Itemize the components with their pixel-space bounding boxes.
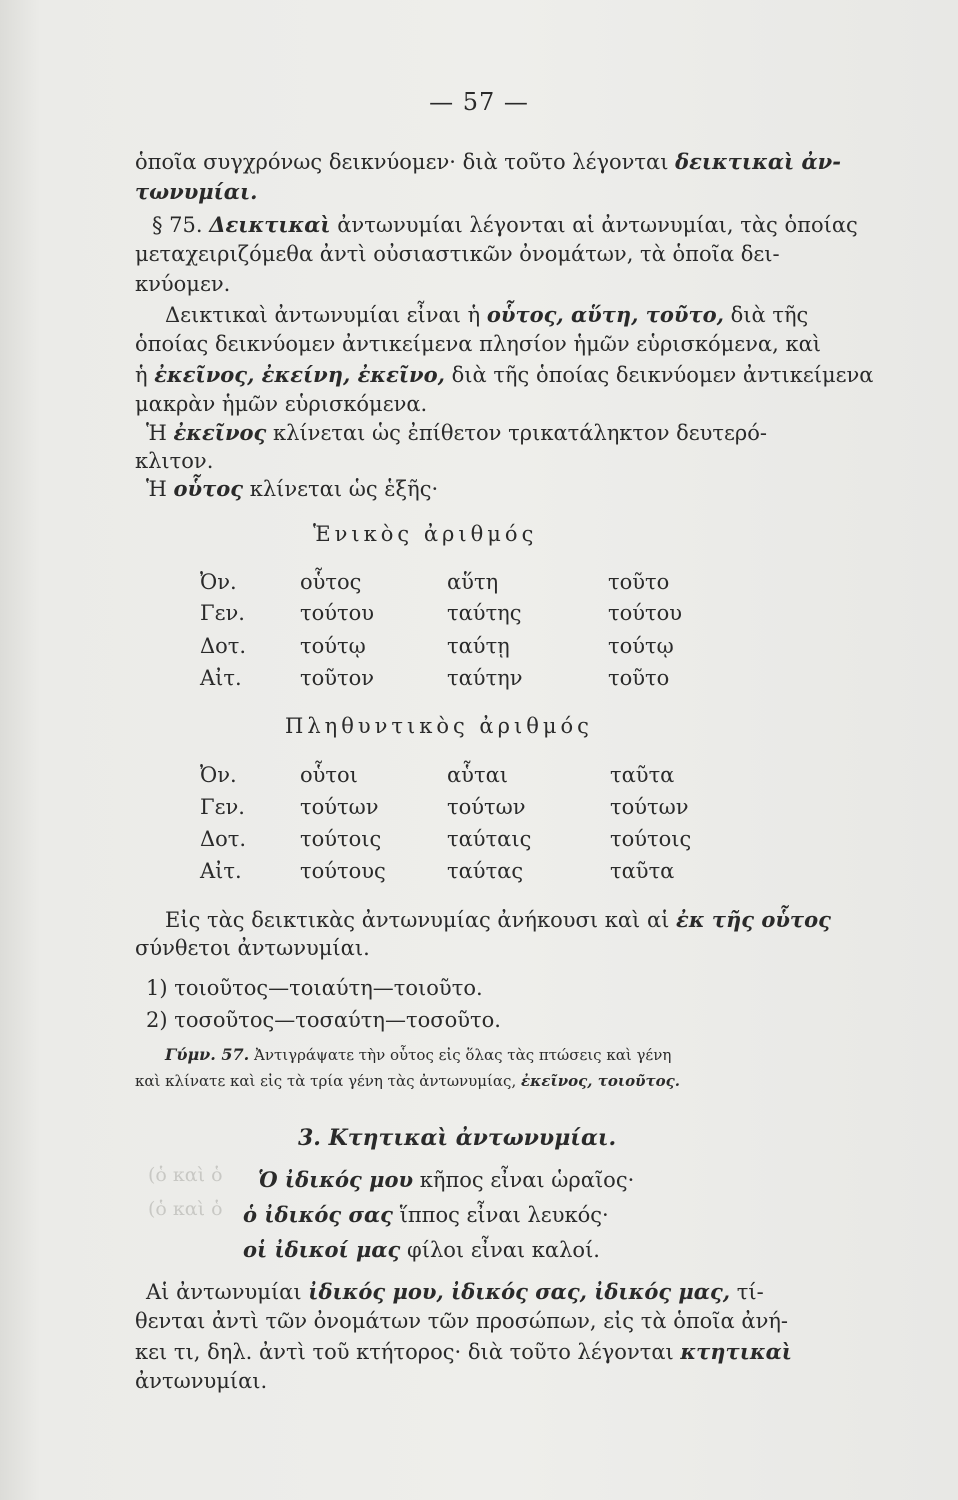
paragraph-2-line-2: μεταχειριζόμεθα ἀντὶ οὐσιαστικῶν ὀνομάτων, τὰ ὁποῖα δει- — [135, 242, 780, 266]
masculine-form: τούτῳ — [300, 634, 366, 658]
text-run: Ἀντιγράψατε τὴν οὗτος εἰς ὅλας τὰς πτώσεις καὶ γένη — [249, 1046, 672, 1064]
term-emphasis: οὗτος, αὕτη, τοῦτο, — [486, 302, 724, 327]
text-run: κῆπος εἶναι ὡραῖος· — [413, 1168, 635, 1192]
section-heading: 3. Κτητικαὶ ἀντωνυμίαι. — [298, 1125, 617, 1151]
case-label: Αἰτ. — [200, 666, 242, 690]
case-label: Ὀν. — [200, 763, 237, 787]
text-run: Εἰς τὰς δεικτικὰς ἀντωνυμίας ἀνήκουσι καὶ αἱ — [165, 908, 677, 932]
neuter-form: τούτων — [610, 795, 689, 819]
text-run: ἵππος εἶναι λευκός· — [392, 1203, 609, 1227]
text-run: ὁποῖα συγχρόνως δεικνύομεν· διὰ τοῦτο λέγονται — [135, 150, 676, 174]
neuter-form: ταῦτα — [610, 859, 675, 883]
case-label: Δοτ. — [200, 634, 247, 658]
paragraph-7-line-1 — [146, 1279, 764, 1304]
neuter-form: ταῦτα — [610, 763, 675, 787]
paragraph-6-line-1 — [165, 907, 831, 932]
paragraph-6-line-2: σύνθετοι ἀντωνυμίαι. — [135, 936, 370, 960]
exercise-line-1 — [165, 1045, 671, 1064]
plural-heading: Πληθυντικὸς ἀριθμός — [285, 714, 593, 738]
text-run: φίλοι εἶναι καλοί. — [400, 1238, 600, 1262]
term-emphasis: οὗτος — [173, 476, 244, 501]
section-number: § 75. — [152, 213, 210, 237]
paragraph-7-line-3 — [135, 1339, 792, 1364]
text-run: κλίνεται ὡς ἑξῆς· — [243, 477, 439, 501]
paragraph-4-line-2: κλιτον. — [135, 449, 214, 473]
text-run: διὰ τῆς ὁποίας δεικνύομεν ἀντικείμενα — [444, 363, 874, 387]
feminine-form: αὗται — [447, 763, 508, 787]
paragraph-3-line-3 — [135, 362, 873, 387]
compound-list-item: 2) τοσοῦτος—τοσαύτη—τοσοῦτο. — [146, 1008, 501, 1032]
term-emphasis: ἐκεῖνος, ἐκείνη, ἐκεῖνο, — [154, 362, 445, 387]
case-label: Δοτ. — [200, 827, 247, 851]
text-run: Ἡ — [146, 477, 174, 501]
term-emphasis: ἰδικός μου, ἰδικός σας, ἰδικός μας, — [308, 1279, 731, 1304]
neuter-form: τοῦτο — [608, 666, 670, 690]
term-emphasis: ἐκ τῆς οὗτος — [676, 907, 831, 932]
paragraph-2-line-3: κνύομεν. — [135, 272, 231, 296]
exercise-line-2 — [135, 1072, 680, 1090]
bleed-through-mark: (ὁ καὶ ὁ — [148, 1198, 223, 1220]
text-run: ἀντωνυμίαι λέγονται αἱ ἀντωνυμίαι, τὰς ὁποίας — [330, 213, 858, 237]
text-run: διὰ τῆς — [723, 303, 809, 327]
term-emphasis: Ὁ ἰδικός μου — [258, 1167, 414, 1192]
feminine-form: ταύτῃ — [447, 634, 510, 658]
feminine-form: τούτων — [447, 795, 526, 819]
page-number: — 57 — — [429, 88, 529, 116]
feminine-form: αὕτη — [447, 570, 499, 594]
text-run: Δεικτικαὶ ἀντωνυμίαι εἶναι ἡ — [165, 303, 487, 327]
term-emphasis: κτητικαὶ — [680, 1339, 792, 1364]
paragraph-7-line-2: θενται ἀντὶ τῶν ὀνομάτων τῶν προσώπων, εἰς τὰ ὁποῖα ἀνή- — [135, 1309, 789, 1333]
masculine-form: τοῦτον — [300, 666, 375, 690]
feminine-form: ταύτης — [447, 601, 522, 625]
paragraph-3-line-2: ὁποίας δεικνύομεν ἀντικείμενα πλησίον ἡμῶν εὑρισκόμενα, καὶ — [135, 332, 821, 356]
paragraph-3-line-1 — [165, 302, 808, 327]
example-line — [243, 1202, 609, 1227]
neuter-form: τούτοις — [610, 827, 692, 851]
masculine-form: τούτου — [300, 601, 375, 625]
text-run: τί- — [730, 1280, 764, 1304]
term-emphasis: ἐκεῖνος — [173, 420, 267, 445]
term-emphasis: Δεικτικαὶ — [209, 212, 331, 237]
case-label: Αἰτ. — [200, 859, 242, 883]
paragraph-2-line-1 — [152, 212, 858, 237]
case-label: Γεν. — [200, 601, 245, 625]
text-run: κει τι, δηλ. ἀντὶ τοῦ κτήτορος· διὰ τοῦτο λέγονται — [135, 1340, 681, 1364]
feminine-form: ταύτην — [447, 666, 523, 690]
case-label: Ὀν. — [200, 570, 237, 594]
masculine-form: τούτοις — [300, 827, 382, 851]
term-emphasis: ὁ ἰδικός σας — [243, 1202, 393, 1227]
case-label: Γεν. — [200, 795, 245, 819]
paragraph-1-line-2: τωνυμίαι. — [135, 179, 258, 204]
term-emphasis: οἱ ἰδικοί μας — [243, 1237, 401, 1262]
example-line — [258, 1167, 634, 1192]
exercise-label: Γύμν. 57. — [165, 1045, 250, 1064]
paragraph-4-line-1 — [146, 420, 767, 445]
text-run: καὶ κλίνατε καὶ εἰς τὰ τρία γένη τὰς ἀντωνυμίας, — [135, 1072, 521, 1090]
neuter-form: τοῦτο — [608, 570, 670, 594]
paragraph-5 — [146, 476, 438, 501]
masculine-form: οὗτος — [300, 570, 362, 594]
example-line — [243, 1237, 600, 1262]
singular-heading: Ἑνικὸς ἀριθμός — [313, 522, 538, 546]
masculine-form: οὗτοι — [300, 763, 358, 787]
paragraph-7-line-4: ἀντωνυμίαι. — [135, 1369, 268, 1393]
paragraph-1-line-1 — [135, 149, 841, 174]
feminine-form: ταύταις — [447, 827, 532, 851]
term-emphasis: ἐκεῖνος, τοιοῦτος. — [521, 1072, 680, 1090]
paragraph-3-line-4: μακρὰν ἡμῶν εὑρισκόμενα. — [135, 392, 428, 416]
masculine-form: τούτων — [300, 795, 379, 819]
text-run: Ἡ — [146, 421, 174, 445]
feminine-form: ταύτας — [447, 859, 524, 883]
compound-list-item: 1) τοιοῦτος—τοιαύτη—τοιοῦτο. — [146, 976, 483, 1000]
term-emphasis: δεικτικαὶ ἀν- — [675, 149, 841, 174]
masculine-form: τούτους — [300, 859, 386, 883]
text-run: Αἱ ἀντωνυμίαι — [146, 1280, 309, 1304]
bleed-through-mark: (ὁ καὶ ὁ — [148, 1164, 223, 1186]
text-run: ἡ — [135, 363, 155, 387]
text-run: κλίνεται ὡς ἐπίθετον τρικατάληκτον δευτερό- — [266, 421, 768, 445]
neuter-form: τούτῳ — [608, 634, 674, 658]
neuter-form: τούτου — [608, 601, 683, 625]
